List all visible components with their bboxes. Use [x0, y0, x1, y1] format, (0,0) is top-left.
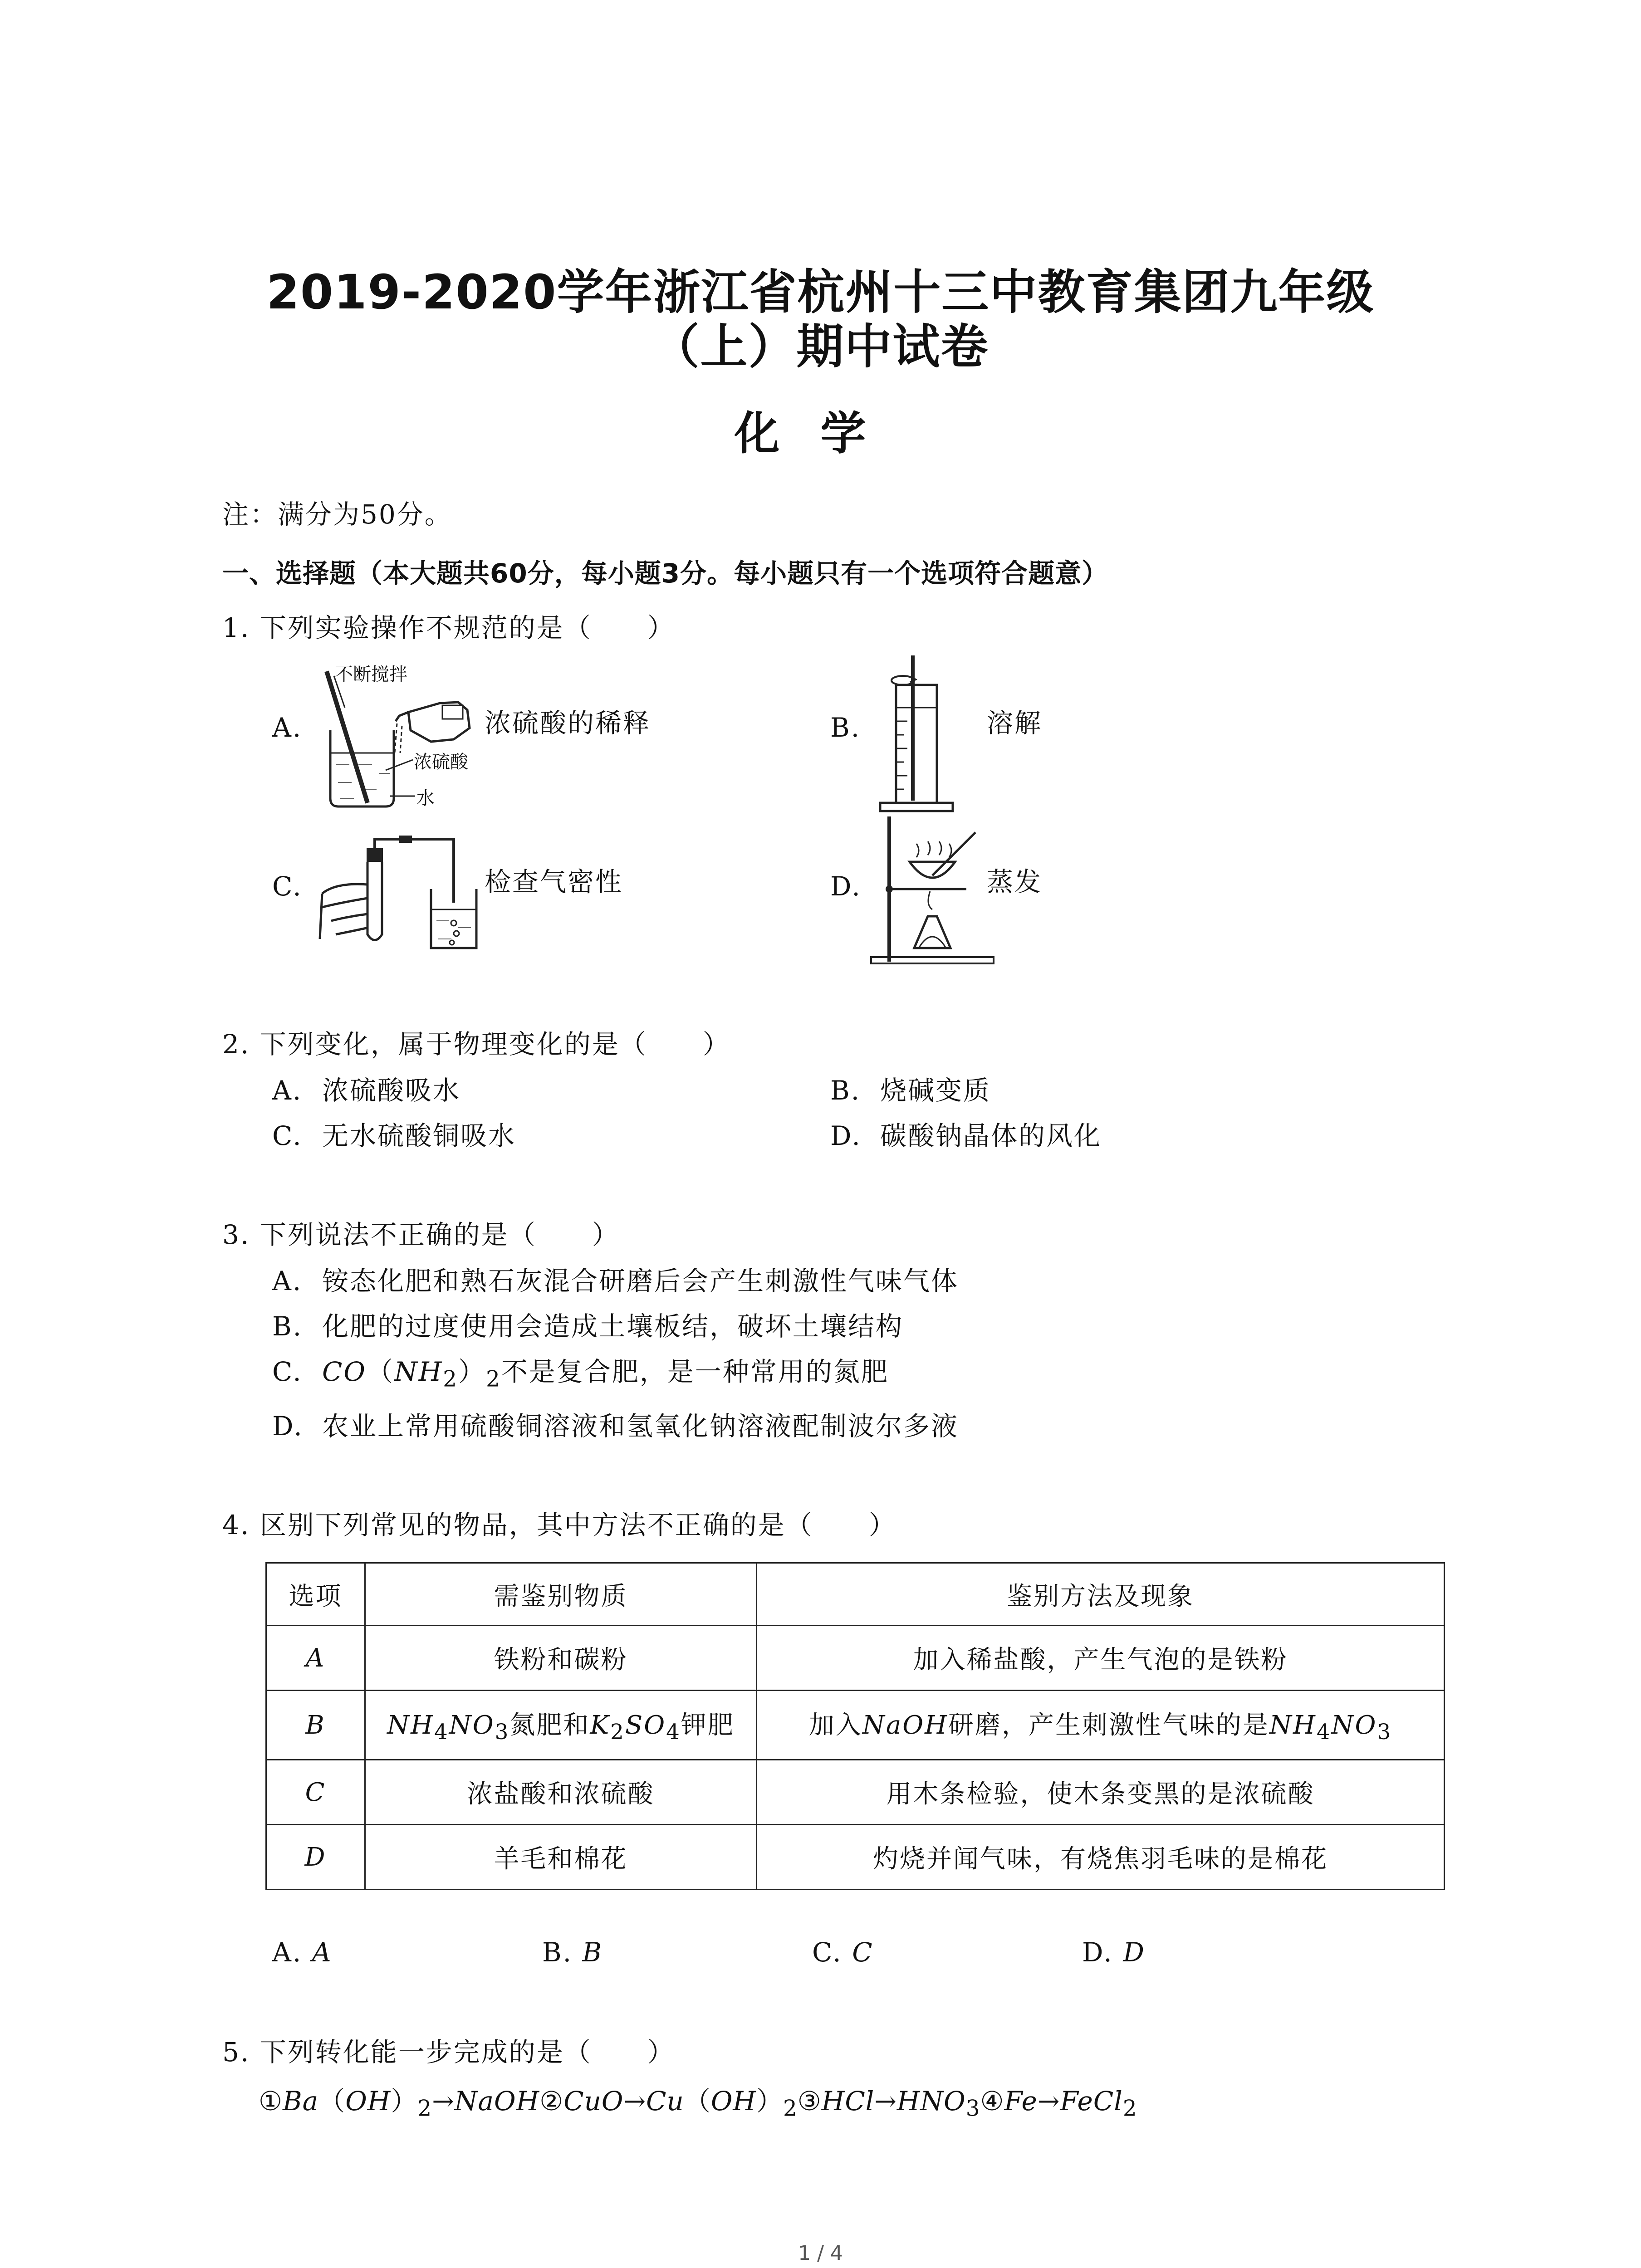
q1-option-c-letter: C.: [272, 871, 303, 902]
q5-formula: OH: [345, 2086, 391, 2116]
table-cell-substance: [365, 1691, 757, 1760]
q5-items: [259, 2086, 1137, 2122]
formula-part: NO: [449, 1711, 495, 1740]
table-cell-option: C: [266, 1760, 365, 1825]
q4-option-b-value: B: [582, 1937, 603, 1968]
q1-option-a-caption: 浓硫酸的稀释: [485, 708, 651, 738]
q3-formula-nh: NH: [394, 1356, 443, 1387]
formula-part: SO: [625, 1711, 666, 1740]
q2-option-d-letter: D.: [830, 1120, 862, 1151]
q1-figure-b: [876, 653, 957, 818]
table-cell-substance: 浓盐酸和浓硫酸: [365, 1760, 757, 1825]
formula-part: NH: [387, 1711, 435, 1740]
q3-option-a-text: 铵态化肥和熟石灰混合研磨后会产生刺激性气味气体: [322, 1266, 959, 1296]
q3-formula-co: CO: [322, 1356, 367, 1387]
cell-text: 研磨，产生刺激性气味的是: [948, 1711, 1269, 1740]
formula-part: NO: [1331, 1711, 1377, 1740]
q5-item-number: ②: [539, 2086, 564, 2116]
table-header-row: [266, 1563, 1445, 1626]
table-cell-substance: 铁粉和碳粉: [365, 1626, 757, 1691]
page-number: 1 / 4: [798, 2242, 843, 2265]
q2-option-c-letter: C.: [272, 1120, 303, 1151]
q3-sub-2: 2: [486, 1366, 501, 1392]
q5-paren: ）: [391, 2086, 418, 2116]
formula-subscript: 4: [1316, 1720, 1332, 1745]
q4-option-b: [542, 1937, 603, 1969]
table-cell-substance: 羊毛和棉花: [365, 1825, 757, 1890]
score-note: 注：满分为50分。: [222, 499, 452, 530]
q4-option-d: [1082, 1937, 1146, 1969]
q1-label-acid: 浓硫酸: [414, 752, 468, 772]
table-cell-option: D: [266, 1825, 365, 1890]
q5-item-number: ①: [259, 2086, 283, 2116]
q5-formula: CuO→Cu: [563, 2086, 684, 2116]
q5-subscript: 2: [417, 2096, 432, 2121]
q5-formula: OH: [710, 2086, 756, 2116]
section-heading: 一、选择题（本大题共60分，每小题3分。每小题只有一个选项符合题意）: [222, 558, 1109, 589]
q2-option-c: [272, 1120, 516, 1152]
q2-option-a-letter: A.: [272, 1075, 303, 1106]
q5-paren: ）: [756, 2086, 783, 2116]
q1-option-c-caption: 检查气密性: [485, 866, 623, 897]
q1-label-water: 水: [416, 788, 435, 809]
q5-subscript: 3: [965, 2096, 980, 2121]
q1-option-b-letter: B.: [830, 712, 861, 743]
formula-part: K: [590, 1711, 611, 1740]
q4-option-a: [272, 1937, 333, 1969]
q3-paren-close: ）: [458, 1356, 486, 1387]
q5-subscript: 2: [783, 2096, 798, 2121]
q5-paren: （: [318, 2086, 346, 2116]
q5-item-number: ③: [797, 2086, 822, 2116]
q2-option-b-text: 烧碱变质: [880, 1075, 991, 1106]
table-header-option: 选项: [266, 1563, 365, 1626]
subject-title: 化学: [734, 407, 907, 460]
q4-table: [265, 1562, 1445, 1890]
formula-subscript: 4: [666, 1720, 681, 1745]
formula-subscript: 3: [495, 1720, 510, 1745]
q4-option-a-value: A: [312, 1937, 333, 1968]
exam-title-line1: 2019-2020学年浙江省杭州十三中教育集团九年级: [266, 264, 1375, 320]
q2-option-a: [272, 1075, 460, 1107]
q4-option-c: [812, 1937, 874, 1969]
q3-sub-1: 2: [443, 1366, 459, 1392]
table-row: [266, 1760, 1445, 1825]
q5-item-number: ④: [980, 2086, 1004, 2116]
q5-subscript: 2: [1122, 2096, 1137, 2121]
q2-option-c-text: 无水硫酸铜吸水: [322, 1120, 516, 1151]
formula-part: NH: [1269, 1711, 1317, 1740]
table-cell-method: 灼烧并闻气味，有烧焦羽毛味的是棉花: [757, 1825, 1445, 1890]
q1-label-stir: 不断搅拌: [335, 664, 407, 685]
dissolving-in-cylinder-figure: [876, 653, 957, 816]
q5-formula: Ba: [283, 2086, 319, 2116]
q4-option-d-value: D: [1123, 1937, 1146, 1968]
q3-option-a: [272, 1266, 959, 1297]
q3-option-b-text: 化肥的过度使用会造成土壤板结，破坏土壤结构: [322, 1311, 904, 1342]
formula-subscript: 2: [610, 1720, 625, 1745]
formula-part: NaOH: [862, 1711, 948, 1740]
q5-stem: 5. 下列转化能一步完成的是（ ）: [222, 2037, 675, 2068]
q5-paren: （: [684, 2086, 711, 2116]
q4-option-c-value: C: [852, 1937, 874, 1968]
q2-option-d-text: 碳酸钠晶体的风化: [880, 1120, 1102, 1151]
q4-stem: 4. 区别下列常见的物品，其中方法不正确的是（ ）: [222, 1510, 896, 1540]
q1-option-d-letter: D.: [830, 871, 862, 902]
q3-option-d: [272, 1411, 959, 1442]
formula-subscript: 4: [434, 1720, 449, 1745]
table-header-substance: 需鉴别物质: [365, 1563, 757, 1626]
q3-option-c-text: 不是复合肥，是一种常用的氮肥: [501, 1356, 889, 1387]
q1-stem: 1. 下列实验操作不规范的是（ ）: [222, 612, 675, 643]
q4-option-d-letter: D.: [1082, 1937, 1113, 1968]
q1-figure-c: [318, 830, 490, 959]
q3-paren-open: （: [366, 1356, 394, 1387]
formula-subscript: 3: [1377, 1720, 1392, 1745]
airtightness-check-figure: [318, 830, 490, 957]
q1-option-d-caption: 蒸发: [987, 866, 1043, 897]
q3-option-c: [272, 1356, 889, 1393]
q2-option-a-text: 浓硫酸吸水: [322, 1075, 461, 1106]
q2-option-d: [830, 1120, 1102, 1152]
q4-option-b-letter: B.: [542, 1937, 573, 1968]
table-row: [266, 1825, 1445, 1890]
q3-option-b: [272, 1311, 903, 1343]
table-cell-option: B: [266, 1691, 365, 1760]
table-row: [266, 1626, 1445, 1691]
q3-option-c-letter: C.: [272, 1356, 303, 1387]
table-cell-method: 用木条检验，使木条变黑的是浓硫酸: [757, 1760, 1445, 1825]
q3-option-a-letter: A.: [272, 1266, 303, 1296]
q2-option-b: [830, 1075, 991, 1107]
exam-title-line2: （上）期中试卷: [652, 319, 989, 374]
q3-option-b-letter: B.: [272, 1311, 303, 1342]
q3-option-d-letter: D.: [272, 1411, 304, 1442]
q5-formula: →NaOH: [432, 2086, 540, 2116]
cell-text: 加入: [808, 1711, 862, 1740]
q2-stem: 2. 下列变化，属于物理变化的是（ ）: [222, 1029, 730, 1060]
q4-option-a-letter: A.: [272, 1937, 303, 1968]
q4-option-c-letter: C.: [812, 1937, 843, 1968]
table-header-method: 鉴别方法及现象: [757, 1563, 1445, 1626]
table-cell-method: [757, 1691, 1445, 1760]
q1-option-a-letter: A.: [272, 712, 303, 743]
q3-stem: 3. 下列说法不正确的是（ ）: [222, 1219, 620, 1250]
q3-option-d-text: 农业上常用硫酸铜溶液和氢氧化钠溶液配制波尔多液: [322, 1411, 959, 1442]
q2-option-b-letter: B.: [830, 1075, 861, 1106]
table-row: [266, 1691, 1445, 1760]
q5-formula: Fe→FeCl: [1004, 2086, 1123, 2116]
cell-text: 氮肥和: [509, 1711, 590, 1740]
cell-text: 钾肥: [681, 1711, 735, 1740]
q1-option-b-caption: 溶解: [987, 708, 1043, 738]
q5-formula: HCl→HNO: [821, 2086, 966, 2116]
table-cell-method: 加入稀盐酸，产生气泡的是铁粉: [757, 1626, 1445, 1691]
table-cell-option: A: [266, 1626, 365, 1691]
